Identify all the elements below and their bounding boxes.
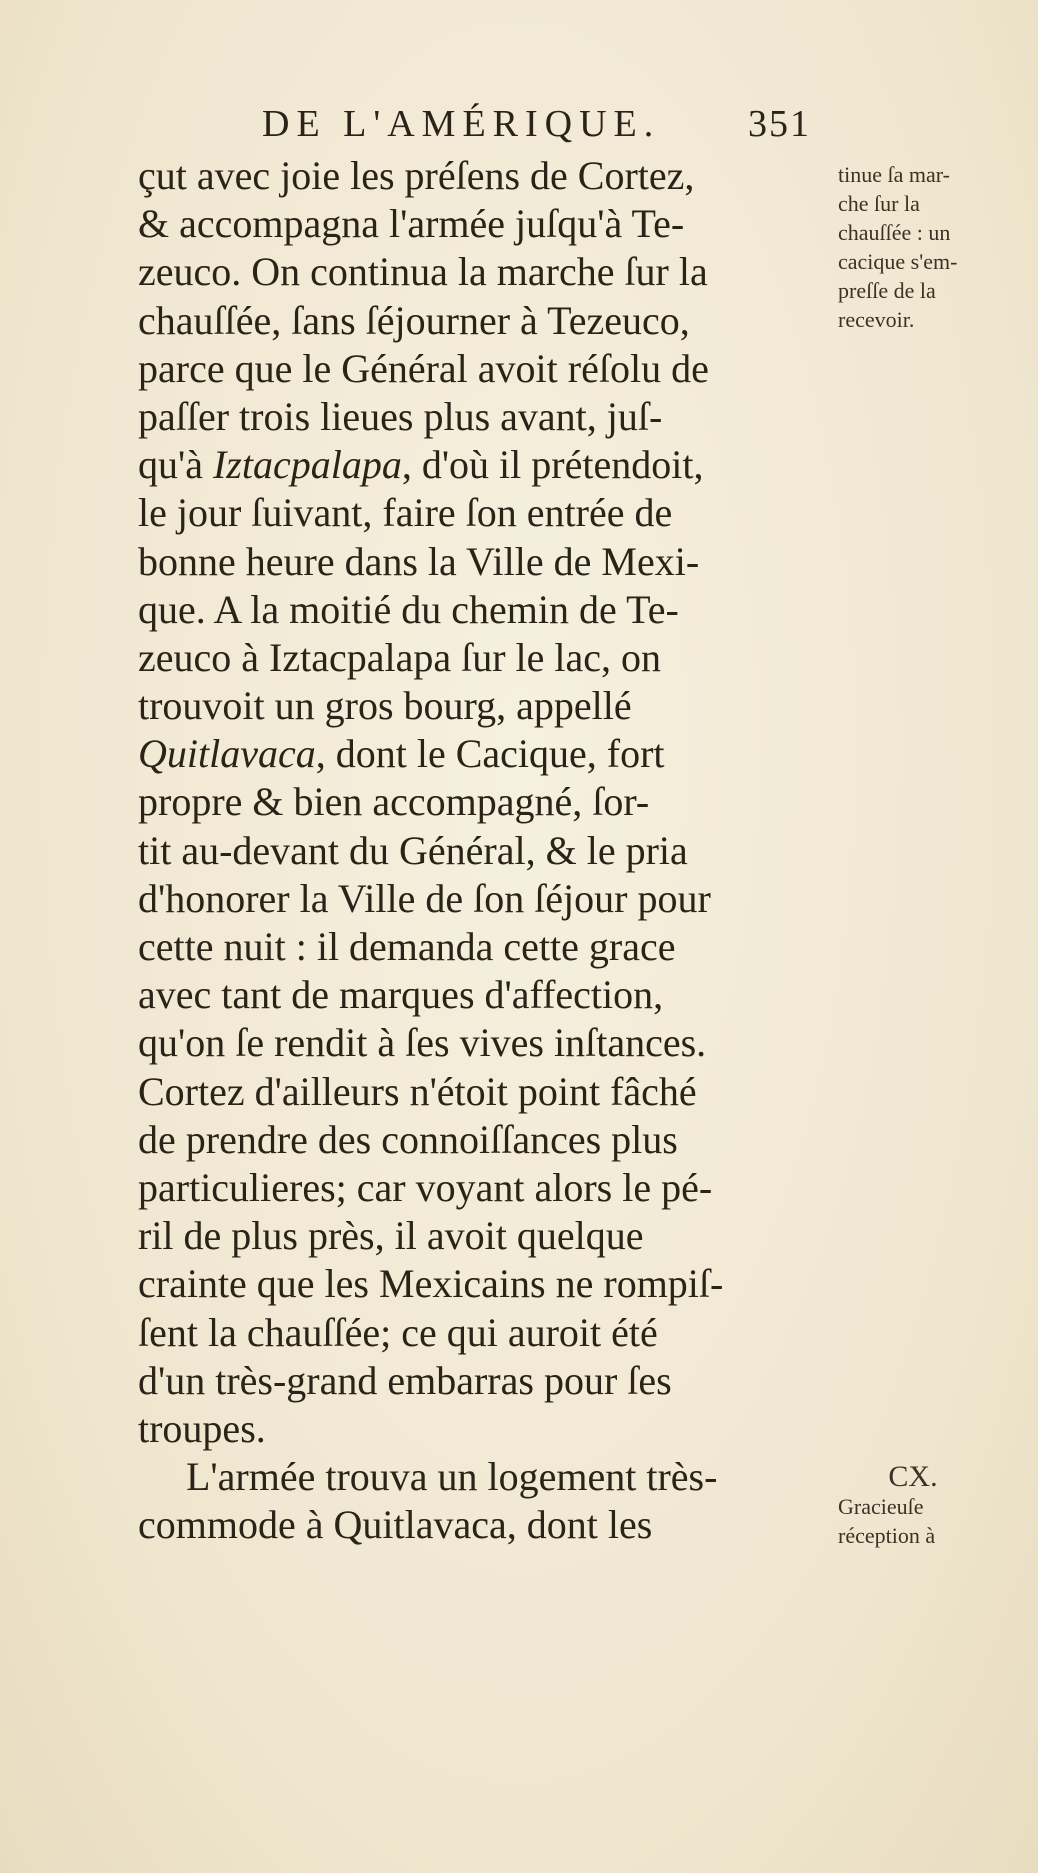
section-number: CX. <box>888 1460 938 1493</box>
line-with-italic: Quitlavaca, dont le Cacique, fort <box>138 730 665 778</box>
line-with-italic: qu'à Iztacpalapa, d'où il prétendoit, <box>138 441 703 489</box>
text-line: qu'on ſe rendit à ſes vives inſtances. <box>138 1020 707 1066</box>
text-line: zeuco à Iztacpalapa ſur le lac, on <box>138 634 662 680</box>
text-line: Cortez d'ailleurs n'étoit point fâché <box>138 1068 697 1114</box>
text-line: & accompagna l'armée juſqu'à Te- <box>138 201 685 247</box>
text-line: zeuco. On continua la marche ſur la <box>138 249 708 295</box>
text-line: crainte que les Mexicains ne rompiſ- <box>138 1261 724 1307</box>
text-line: parce que le Général avoit réſolu de <box>138 345 709 391</box>
body-text <box>138 152 838 1549</box>
text-line: trouvoit un gros bourg, appellé <box>138 683 632 729</box>
text-line: commode à Quitlavaca, dont les <box>138 1502 653 1548</box>
page-number: 351 <box>748 103 811 145</box>
text-line: ſent la chauſſée; ce qui auroit été <box>138 1309 658 1355</box>
text-line: bonne heure dans la Ville de Mexi- <box>138 538 700 584</box>
running-title: DE L'AMÉRIQUE. <box>262 103 661 145</box>
text-line: çut avec joie les préſens de Cortez, <box>138 153 695 198</box>
text-line <box>138 730 838 778</box>
text-line: L'armée trouva un logement très- <box>186 1454 718 1500</box>
text-line: chauſſée, ſans ſéjourner à Tezeuco, <box>138 297 690 343</box>
text-line: d'honorer la Ville de ſon ſéjour pour <box>138 875 711 921</box>
text-line: que. A la moitié du chemin de Te- <box>138 586 679 632</box>
text-line: particulieres; car voyant alors le pé- <box>138 1164 713 1210</box>
text-line: de prendre des connoiſſances plus <box>138 1116 678 1162</box>
text-line <box>138 441 838 489</box>
text-line: paſſer trois lieues plus avant, juſ- <box>138 393 663 439</box>
text-line: propre & bien accompagné, ſor- <box>138 779 650 825</box>
italic-place-name: Iztacpalapa <box>212 442 402 488</box>
text-line: tit au-devant du Général, & le pria <box>138 827 688 873</box>
running-header <box>262 102 852 146</box>
text-line: ril de plus près, il avoit quelque <box>138 1213 644 1259</box>
text-line: troupes. <box>138 1405 266 1451</box>
text-line: d'un très-grand embarras pour ſes <box>138 1357 672 1403</box>
margin-note: tinue ſa mar- che ſur la chauſſée : un cacique s'em- preſſe de la recevoir. <box>838 162 958 332</box>
margin-note-section: CX. Gracieuſe réception à <box>838 1462 1038 1550</box>
italic-place-name: Quitlavaca <box>138 731 316 777</box>
text-line: cette nuit : il demanda cette grace <box>138 924 676 969</box>
text-line: le jour ſuivant, faire ſon entrée de <box>138 490 673 536</box>
text-line: avec tant de marques d'affection, <box>138 972 664 1018</box>
